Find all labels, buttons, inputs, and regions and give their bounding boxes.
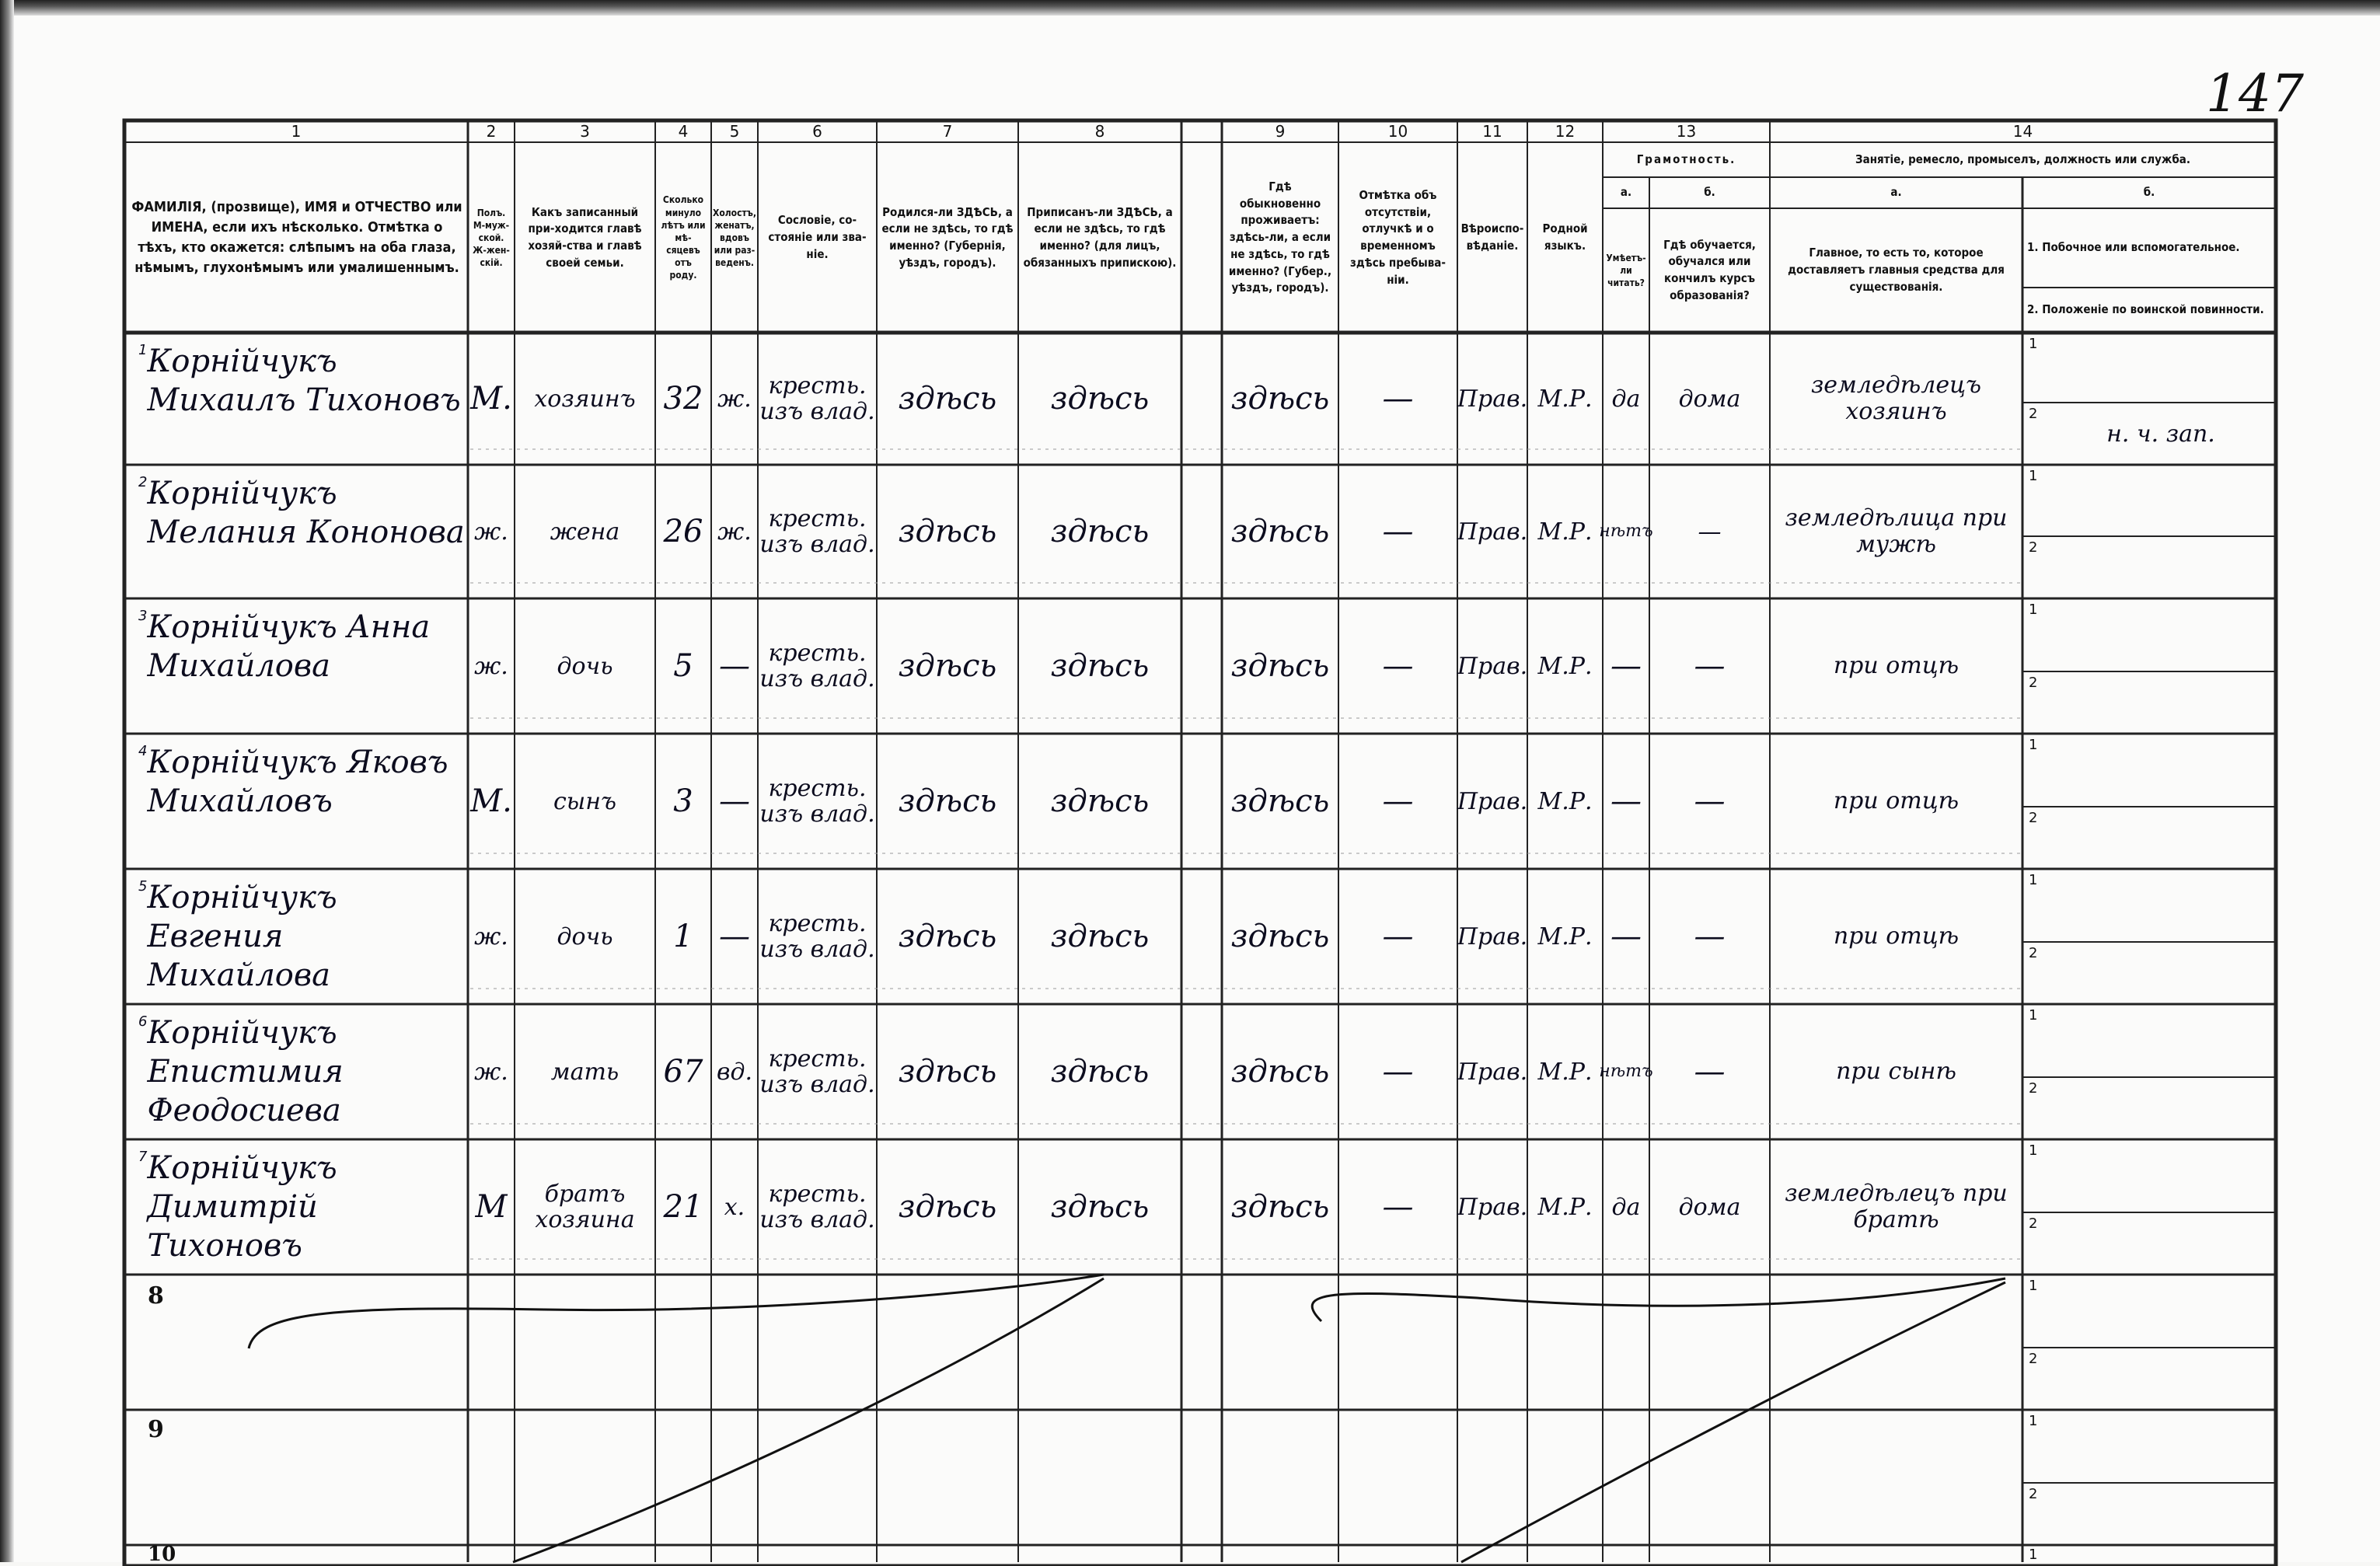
residence-cell: здѣсь	[1230, 648, 1330, 684]
age-cell: 5	[673, 648, 693, 684]
language-cell: М.Р.	[1537, 923, 1593, 950]
occupation-cell: при сынѣ	[1836, 1057, 1956, 1085]
name-text: Корнійчукъ Димитрій Тихоновъ	[147, 1150, 337, 1264]
subline-2-marker: 2	[2029, 1351, 2038, 1367]
person-name	[127, 1141, 466, 1273]
literacy-cell: —	[1611, 783, 1642, 819]
residence-cell: здѣсь	[1230, 1189, 1330, 1225]
subline-1-marker: 1	[2029, 737, 2038, 753]
header-occupation-b-letter: б.	[2143, 185, 2155, 200]
absence-cell: —	[1382, 514, 1414, 549]
residence-cell: здѣсь	[1230, 514, 1330, 549]
name-text: Корнійчукъ Михаилъ Тихоновъ	[147, 344, 461, 418]
age-cell: 3	[673, 783, 693, 819]
age-cell: 26	[663, 514, 703, 549]
person-name	[127, 870, 466, 1003]
language-cell: М.Р.	[1537, 1058, 1593, 1086]
column-number: 4	[678, 122, 689, 141]
row-number: 7	[138, 1149, 148, 1165]
column-number: 11	[1482, 122, 1502, 141]
absence-cell: —	[1382, 381, 1414, 417]
header-absence: Отмѣтка объ отсутствіи, отлучкѣ и о временномъ здѣсь пребыва-ніи.	[1350, 187, 1446, 287]
registration-cell: здѣсь	[1050, 381, 1150, 417]
relation-cell: сынъ	[553, 787, 616, 815]
name-text: Корнійчукъ Яковъ Михайловъ	[147, 745, 448, 819]
name-text: Корнійчукъ Евгения Михайлова	[147, 880, 337, 993]
subline-1-marker: 1	[2029, 602, 2038, 618]
header-literacy: Грамотность.	[1636, 152, 1736, 167]
person-name	[127, 1006, 466, 1138]
absence-cell: —	[1382, 783, 1414, 819]
header-main-occupation: Главное, то есть то, которое доставляетъ главныя средства для существованія.	[1788, 246, 2005, 294]
header-occupation-a-letter: а.	[1890, 185, 1902, 200]
estate-cell: кресть. изъ влад.	[759, 1181, 875, 1233]
literacy-cell: да	[1611, 385, 1641, 413]
literacy-cell: нѣтъ	[1599, 1061, 1653, 1081]
row-number: 9	[148, 1416, 164, 1443]
registration-cell: здѣсь	[1050, 783, 1150, 819]
absence-cell: —	[1382, 648, 1414, 684]
occupation-cell: земледѣлица при мужѣ	[1785, 504, 2008, 558]
subline-1-marker: 1	[2029, 1413, 2038, 1429]
age-cell: 21	[663, 1189, 703, 1225]
education-cell: —	[1694, 648, 1726, 684]
occupation-cell: при отцѣ	[1833, 651, 1959, 679]
sex-cell: ж.	[474, 518, 508, 546]
name-text: Корнійчукъ Мелания Кононова	[147, 476, 465, 550]
header-military-status: 2. Положеніе по воинской повинности.	[2027, 302, 2264, 317]
registration-cell: здѣсь	[1050, 648, 1150, 684]
column-number: 7	[942, 122, 953, 141]
subline-1-marker: 1	[2029, 1007, 2038, 1024]
column-number: 1	[291, 122, 302, 141]
relation-cell: жена	[550, 518, 620, 546]
birthplace-cell: здѣсь	[898, 648, 997, 684]
header-marital: Холостъ, женатъ, вдовъ или раз-веденъ.	[713, 207, 756, 269]
subline-2-marker: 2	[2029, 1080, 2038, 1097]
birthplace-cell: здѣсь	[898, 1054, 997, 1090]
subline-2-marker: 2	[2029, 810, 2038, 826]
estate-cell: кресть. изъ влад.	[759, 910, 875, 963]
religion-cell: Прав.	[1457, 518, 1528, 546]
estate-cell: кресть. изъ влад.	[759, 1045, 875, 1098]
row-number: 6	[138, 1013, 148, 1030]
sex-cell: М.	[470, 783, 512, 819]
relation-cell: хозяинъ	[534, 385, 636, 413]
occupation-cell: земледѣлецъ хозяинъ	[1810, 371, 1982, 425]
absence-cell: —	[1382, 1189, 1414, 1225]
subline-1-marker: 1	[2029, 872, 2038, 888]
occupation-cell: при отцѣ	[1833, 922, 1959, 950]
header-estate: Сословіе, со-стояніе или зва-ніе.	[768, 213, 867, 261]
header-residence: Гдѣ обыкновенно проживаетъ: здѣсь-ли, а если не здѣсь, то гдѣ именно? (Губер., уѣздъ, городъ).	[1228, 179, 1332, 295]
subline-1-marker: 1	[2029, 468, 2038, 484]
header-age: Сколько минуло лѣтъ или мѣ-сяцевъ отъ роду.	[661, 194, 706, 281]
residence-cell: здѣсь	[1230, 919, 1330, 954]
age-cell: 1	[673, 919, 693, 954]
estate-cell: кресть. изъ влад.	[759, 505, 875, 558]
marital-cell: вд.	[716, 1058, 752, 1086]
sex-cell: ж.	[474, 1058, 508, 1086]
folio-number: 147	[2206, 64, 2304, 124]
person-name	[127, 735, 466, 867]
birthplace-cell: здѣсь	[898, 783, 997, 819]
header-registration: Приписанъ-ли ЗДѢСЬ, а если не здѣсь, то гдѣ именно? (для лицъ, обязанныхъ припискою).	[1023, 204, 1177, 270]
subline-1-marker: 1	[2029, 336, 2038, 352]
birthplace-cell: здѣсь	[898, 514, 997, 549]
estate-cell: кресть. изъ влад.	[759, 372, 875, 425]
occupation-cell: земледѣлецъ при братѣ	[1785, 1179, 2008, 1233]
education-cell: —	[1694, 783, 1726, 819]
column-number: 13	[1676, 122, 1697, 141]
occupation-cell: при отцѣ	[1833, 786, 1959, 814]
row-number: 8	[148, 1282, 164, 1310]
marital-cell: х.	[724, 1193, 745, 1221]
registration-cell: здѣсь	[1050, 1054, 1150, 1090]
education-cell: дома	[1678, 1193, 1741, 1221]
estate-cell: кресть. изъ влад.	[759, 640, 875, 692]
header-language: Родной языкъ.	[1542, 221, 1588, 253]
marital-cell: ж.	[717, 385, 752, 413]
education-cell: —	[1694, 919, 1726, 954]
person-name	[127, 600, 466, 732]
relation-cell: дочь	[557, 652, 613, 680]
age-cell: 32	[663, 381, 703, 417]
residence-cell: здѣсь	[1230, 1054, 1330, 1090]
name-text: Корнійчукъ Епистимия Феодосиева	[147, 1015, 344, 1128]
religion-cell: Прав.	[1457, 923, 1528, 950]
relation-cell: мать	[550, 1058, 619, 1086]
column-number: 3	[580, 122, 590, 141]
header-birthplace: Родился-ли ЗДѢСЬ, а если не здѣсь, то гдѣ именно? (Губернія, уѣздъ, городъ).	[881, 204, 1014, 270]
subline-2-marker: 2	[2029, 539, 2038, 556]
column-number: 5	[729, 122, 740, 141]
row-number: 1	[138, 342, 148, 358]
column-number: 10	[1387, 122, 1408, 141]
literacy-cell: —	[1611, 919, 1642, 954]
header-occupation: Занятіе, ремесло, промыселъ, должность или служба.	[1855, 152, 2190, 167]
subline-2-marker: 2	[2029, 406, 2038, 422]
sex-cell: М.	[470, 381, 512, 417]
subline-2-marker: 2	[2029, 1215, 2038, 1232]
header-relation: Какъ записанный при-ходится главѣ хозяй-ства и главѣ своей семьи.	[528, 204, 642, 270]
person-name	[127, 334, 466, 463]
literacy-cell: —	[1611, 648, 1642, 684]
header-religion: Вѣроиспо-вѣданіе.	[1460, 221, 1524, 253]
birthplace-cell: здѣсь	[898, 381, 997, 417]
registration-cell: здѣсь	[1050, 1189, 1150, 1225]
marital-cell: —	[719, 648, 750, 684]
row-number: 10	[148, 1543, 176, 1566]
literacy-cell: да	[1611, 1193, 1641, 1221]
name-text: Корнійчукъ Анна Михайлова	[147, 609, 431, 684]
education-cell: —	[1698, 518, 1722, 546]
marital-cell: —	[719, 919, 750, 954]
column-number: 8	[1094, 122, 1105, 141]
registration-cell: здѣсь	[1050, 919, 1150, 954]
literacy-cell: нѣтъ	[1599, 521, 1653, 541]
sex-cell: ж.	[474, 652, 508, 680]
column-number: 14	[2012, 122, 2033, 141]
relation-cell: братъ хозяина	[535, 1181, 635, 1233]
residence-cell: здѣсь	[1230, 783, 1330, 819]
religion-cell: Прав.	[1457, 385, 1528, 413]
language-cell: М.Р.	[1537, 652, 1593, 680]
subline-1-marker: 1	[2029, 1278, 2038, 1294]
age-cell: 67	[663, 1054, 703, 1090]
header-can-read: Умѣетъ-ли читать?	[1606, 252, 1646, 289]
header-education: Гдѣ обучается, обучался или кончилъ курсъ образованія?	[1663, 237, 1756, 302]
header-sex: Полъ. М-муж-ской. Ж-жен-скій.	[473, 207, 510, 269]
header-secondary-occupation: 1. Побочное или вспомогательное.	[2027, 240, 2240, 255]
language-cell: М.Р.	[1537, 787, 1593, 815]
column-number: 9	[1275, 122, 1286, 141]
education-cell: дома	[1678, 385, 1741, 413]
column-number: 2	[486, 122, 497, 141]
header-name: ФАМИЛІЯ, (прозвище), ИМЯ и ОТЧЕСТВО или ИМЕНА, если ихъ нѣсколько. Отмѣтка о тѣхъ, кто окажется: слѣпымъ на оба глаза, нѣмымъ, глухонѣмымъ или умалишеннымъ.	[131, 198, 462, 277]
military-cell: н. ч. зап.	[2106, 420, 2215, 448]
absence-cell: —	[1382, 919, 1414, 954]
header-literacy-a-letter: а.	[1620, 185, 1632, 200]
row-number: 3	[138, 608, 148, 624]
religion-cell: Прав.	[1457, 787, 1528, 815]
marital-cell: —	[719, 783, 750, 819]
subline-2-marker: 2	[2029, 675, 2038, 691]
row-number: 4	[138, 743, 148, 759]
education-cell: —	[1694, 1054, 1726, 1090]
subline-1-marker: 1	[2029, 1547, 2038, 1563]
sex-cell: М	[475, 1189, 508, 1225]
column-number: 6	[812, 122, 822, 141]
column-number: 12	[1555, 122, 1576, 141]
marital-cell: ж.	[717, 518, 752, 546]
row-number: 5	[138, 878, 148, 895]
person-name	[127, 466, 466, 597]
header-literacy-b-letter: б.	[1704, 185, 1715, 200]
subline-2-marker: 2	[2029, 1486, 2038, 1502]
subline-2-marker: 2	[2029, 945, 2038, 961]
subline-1-marker: 1	[2029, 1142, 2038, 1159]
religion-cell: Прав.	[1457, 652, 1528, 680]
residence-cell: здѣсь	[1230, 381, 1330, 417]
row-number: 2	[138, 474, 148, 490]
language-cell: М.Р.	[1537, 518, 1593, 546]
absence-cell: —	[1382, 1054, 1414, 1090]
birthplace-cell: здѣсь	[898, 919, 997, 954]
registration-cell: здѣсь	[1050, 514, 1150, 549]
estate-cell: кресть. изъ влад.	[759, 775, 875, 828]
language-cell: М.Р.	[1537, 385, 1593, 413]
sex-cell: ж.	[474, 923, 508, 950]
language-cell: М.Р.	[1537, 1193, 1593, 1221]
birthplace-cell: здѣсь	[898, 1189, 997, 1225]
religion-cell: Прав.	[1457, 1193, 1528, 1221]
relation-cell: дочь	[557, 923, 613, 950]
religion-cell: Прав.	[1457, 1058, 1528, 1086]
